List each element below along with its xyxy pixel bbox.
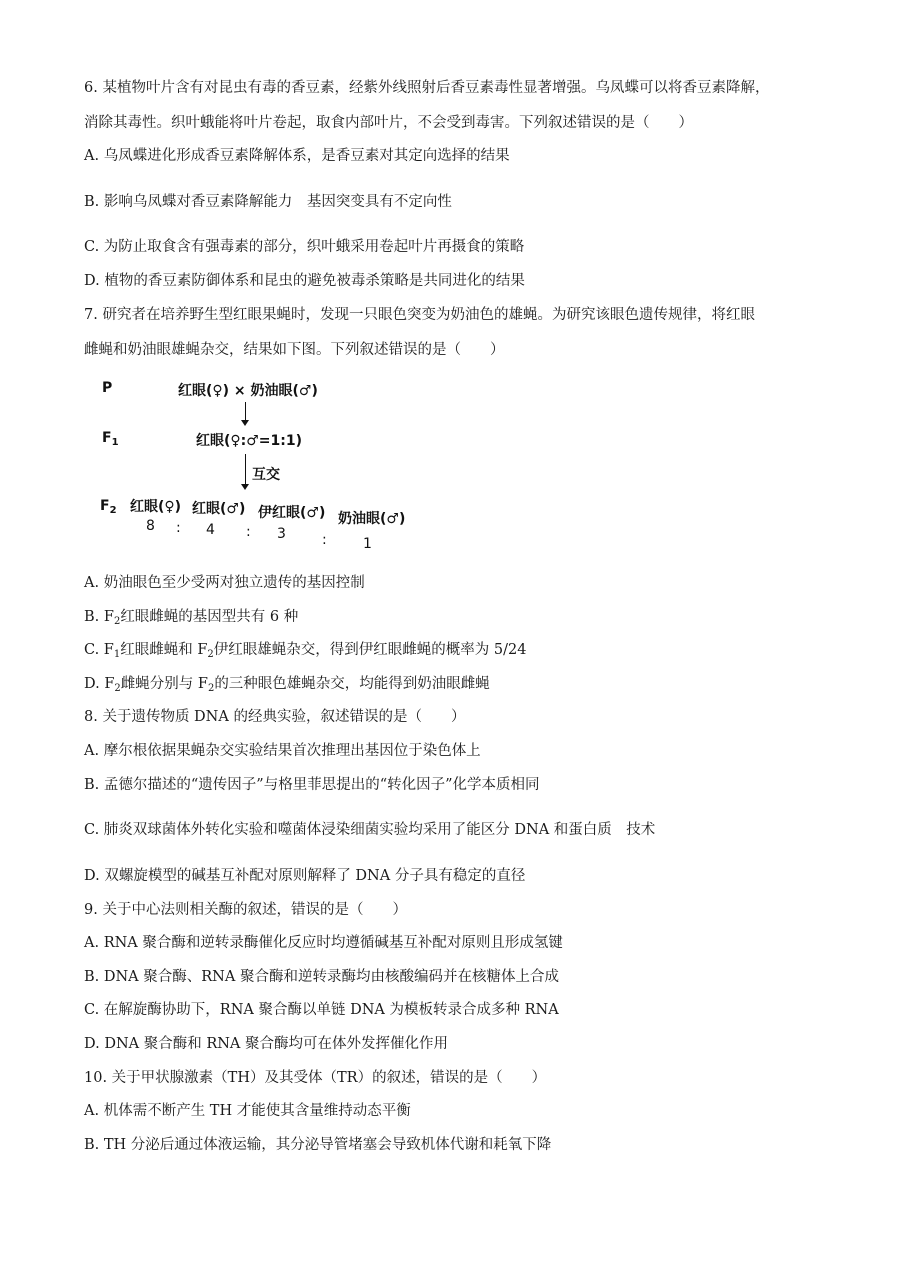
p-cross-text: 红眼(♀) × 奶油眼(♂) bbox=[178, 383, 318, 399]
reciprocal-cross-note: 互交 bbox=[252, 467, 280, 483]
q6-option-b: B. 影响乌凤蝶对香豆素降解能力 基因突变具有不定向性 bbox=[84, 194, 452, 210]
q8-option-c: C. 肺炎双球菌体外转化实验和噬菌体浸染细菌实验均采用了能区分 DNA 和蛋白质 技术 bbox=[84, 822, 656, 838]
f2-ratio-3: 3 bbox=[277, 526, 286, 542]
q8-stem: 8. 关于遗传物质 DNA 的经典实验，叙述错误的是（ ） bbox=[84, 709, 466, 725]
q8-option-a: A. 摩尔根依据果蝇杂交实验结果首次推理出基因位于染色体上 bbox=[84, 743, 481, 759]
f2-ratio-4: 1 bbox=[363, 536, 372, 552]
q8-option-b: B. 孟德尔描述的“遗传因子”与格里菲思提出的“转化因子”化学本质相同 bbox=[84, 777, 540, 793]
f2-ratio-1: 8 bbox=[146, 518, 155, 534]
f2-phenotype-cream-male: 奶油眼(♂) bbox=[338, 511, 406, 527]
q9-stem: 9. 关于中心法则相关酶的叙述，错误的是（ ） bbox=[84, 902, 407, 918]
q6-option-a: A. 乌凤蝶进化形成香豆素降解体系，是香豆素对其定向选择的结果 bbox=[84, 148, 510, 164]
q6-option-d: D. 植物的香豆素防御体系和昆虫的避免被毒杀策略是共同进化的结果 bbox=[84, 273, 525, 289]
q10-option-a: A. 机体需不断产生 TH 才能使其含量维持动态平衡 bbox=[84, 1103, 411, 1119]
genetic-cross-diagram bbox=[96, 372, 436, 560]
f2-phenotype-red-female: 红眼(♀) bbox=[130, 499, 182, 515]
q7-option-a: A. 奶油眼色至少受两对独立遗传的基因控制 bbox=[84, 575, 365, 591]
q7-option-d: D. $F_2$雌蝇分别与 $F_2$的三种眼色雄蝇杂交，均能得到奶油眼雌蝇 bbox=[84, 676, 490, 694]
q9-option-b: B. DNA 聚合酶、RNA 聚合酶和逆转录酶均由核酸编码并在核糖体上合成 bbox=[84, 969, 559, 985]
q9-option-c: C. 在解旋酶协助下，RNA 聚合酶以单链 DNA 为模板转录合成多种 RNA bbox=[84, 1002, 559, 1018]
arrow-f1-to-f2 bbox=[245, 454, 246, 488]
q6-option-c: C. 为防止取食含有强毒素的部分，织叶蛾采用卷起叶片再摄食的策略 bbox=[84, 239, 525, 255]
q10-stem: 10. 关于甲状腺激素（TH）及其受体（TR）的叙述，错误的是（ ） bbox=[84, 1070, 547, 1086]
q6-stem-line1: 6. 某植物叶片含有对昆虫有毒的香豆素，经紫外线照射后香豆素毒性显著增强。乌凤蝶可以将香豆素降解， bbox=[84, 80, 770, 96]
ratio-separator: : bbox=[176, 520, 181, 536]
arrow-p-to-f1 bbox=[245, 402, 246, 424]
q7-option-b: B. $F_2$红眼雌蝇的基因型共有 6 种 bbox=[84, 609, 299, 627]
f2-phenotype-eosin-male: 伊红眼(♂) bbox=[258, 505, 326, 521]
f1-result-text: 红眼(♀:♂=1:1) bbox=[196, 433, 303, 449]
q7-stem-line2: 雌蝇和奶油眼雄蝇杂交，结果如下图。下列叙述错误的是（ ） bbox=[84, 342, 505, 358]
q9-option-a: A. RNA 聚合酶和逆转录酶催化反应时均遵循碱基互补配对原则且形成氢键 bbox=[84, 935, 563, 951]
q10-option-b: B. TH 分泌后通过体液运输，其分泌导管堵塞会导致机体代谢和耗氧下降 bbox=[84, 1137, 552, 1153]
q7-option-c: C. $F_1$红眼雌蝇和 $F_2$伊红眼雄蝇杂交，得到伊红眼雌蝇的概率为 5/24 bbox=[84, 642, 527, 660]
q6-stem-line2: 消除其毒性。织叶蛾能将叶片卷起，取食内部叶片，不会受到毒害。下列叙述错误的是（ ） bbox=[84, 115, 693, 131]
ratio-separator: : bbox=[246, 524, 251, 540]
f2-phenotype-red-male: 红眼(♂) bbox=[192, 501, 246, 517]
f2-generation-label: $F_2$ bbox=[100, 498, 117, 516]
q9-option-d: D. DNA 聚合酶和 RNA 聚合酶均可在体外发挥催化作用 bbox=[84, 1036, 449, 1052]
q8-option-d: D. 双螺旋模型的碱基互补配对原则解释了 DNA 分子具有稳定的直径 bbox=[84, 868, 526, 884]
f2-ratio-2: 4 bbox=[206, 522, 215, 538]
q7-stem-line1: 7. 研究者在培养野生型红眼果蝇时，发现一只眼色突变为奶油色的雄蝇。为研究该眼色遗传规律，将红眼 bbox=[84, 307, 755, 323]
f1-generation-label: $F_1$ bbox=[102, 430, 119, 448]
ratio-separator: : bbox=[322, 532, 327, 548]
p-generation-label: P bbox=[102, 380, 113, 396]
